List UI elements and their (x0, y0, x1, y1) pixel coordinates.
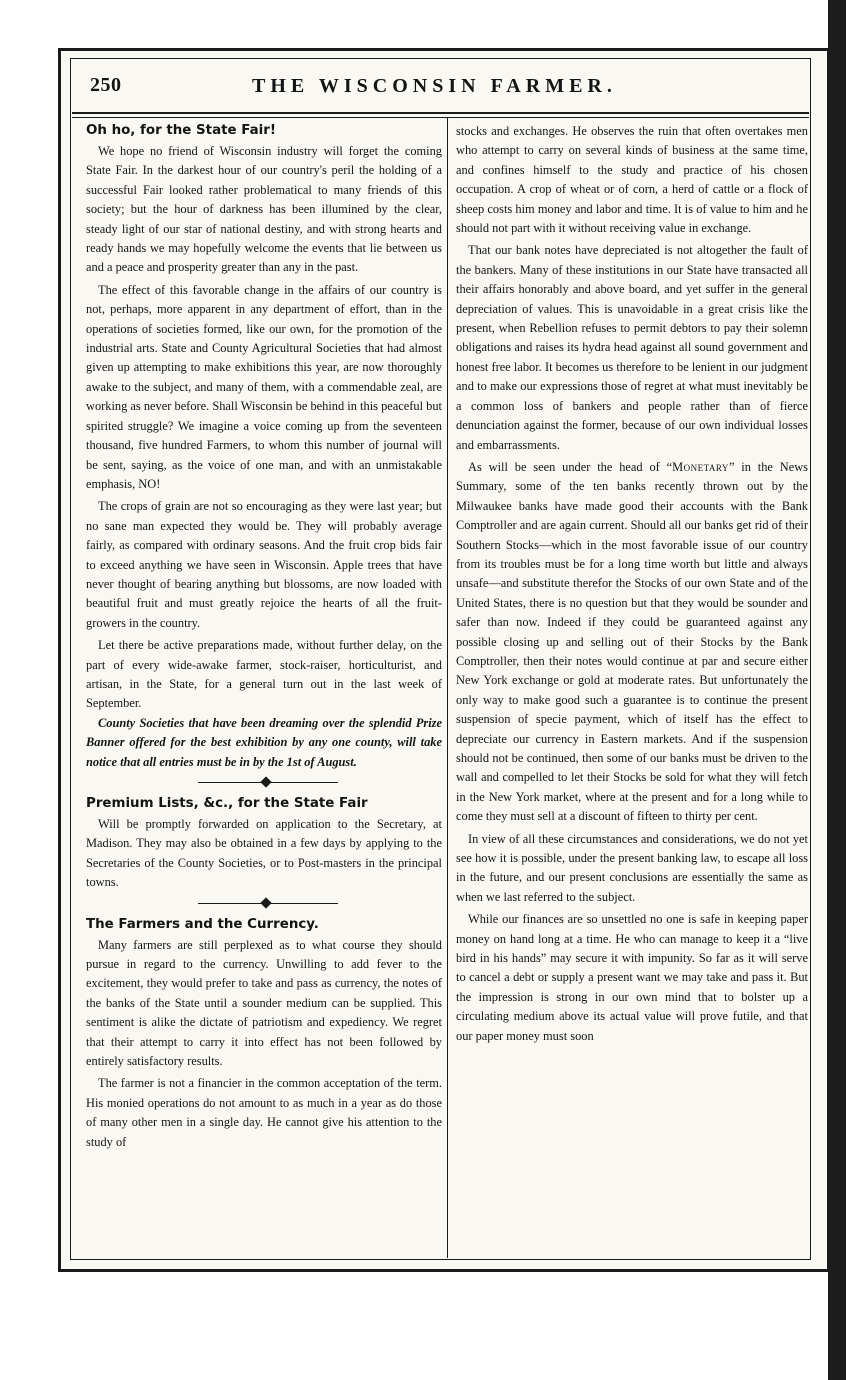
paragraph: Let there be active preparations made, without further delay, on the part of every wide-awake farmer, stock-raiser, horticulturist, and artisan, in the State, for a general turn out in the last week of September. (86, 638, 442, 711)
paragraph: We hope no friend of Wisconsin industry will forget the coming State Fair. In the darkest hour of our country's peril the holding of a successful Fair looked rather problematical to many friends of this society; but the hour of darkness has been illumined by the clear, steady light of our star of national destiny, and with strong hearts and ready hands we may hopefully welcome the events that lie between us and a peace and prosperity greater than any in the past. (86, 144, 442, 275)
page-number: 250 (90, 74, 122, 96)
paragraph: The crops of grain are not so encouraging as they were last year; but no sane man expected they would be. They will probably average fairly, as compared with ordinary seasons. And the fruit crop bids fair to exceed anything we have seen in Wisconsin. Apple trees that have never thought of bearing anything but blossoms, are now loaded with beautiful fruit and must greatly rejoice the hearts of all the fruit-growers in the country. (86, 499, 442, 630)
monetary-text-before: As will be seen under the head of “ (468, 459, 673, 474)
article-title-farmers-currency: The Farmers and the Currency. (86, 916, 319, 932)
paragraph: Many farmers are still perplexed as to what course they should pursue in regard to the currency. Unwilling to add fever to the excitement, they would prefer to take and pass as currency, the notes of the banks of the State until a sounder medium can be supplied. This sentiment is alike the dictate of patriotism and expediency. We regret that their attempt to carry it into effect has not been followed by entirely satisfactory results. (86, 937, 442, 1069)
monetary-text-after: ” in the News Summary, some of the ten banks recently thrown out by the Milwaukee banks have made good their accounts with the Bank Comptroller and are again current. Should all our banks get rid of their Southern Stocks—which in the most favorable issue of our country from its troubles must be for a long time worth but little and always unsafe—and substitute therefor the Stocks of our own State and of the United States, there is no question but that they would be sounder and safer than now. Indeed if they could be guaranteed against any possible closing up and selling out of their Stocks by the Bank Comptroller, then their notes would continue at par and secure either New York exchange or gold at moderate rates. But unfortunately the only way to make good such a guarantee is to continue the present suspension of specie payment, which of itself has the effect to depreciate our currency in Eastern markets. And if the suspension should not be continued, then some of our banks must be driven to the wall and compelled to let their Stocks be sold for what they will fetch in the New York market, where at the present and for a long while to come they must sell at a discount of fifteen to thirty per cent. (456, 459, 808, 824)
right-column (456, 122, 808, 1046)
binding-shadow (828, 0, 846, 1380)
paragraph: The farmer is not a financier in the common acceptation of the term. His monied operations do not amount to as much in a year as do those of many other men in a single day. He cannot give his attention to the study of (86, 1076, 442, 1149)
paragraph: Will be promptly forwarded on application to the Secretary, at Madison. They may also be obtained in a few days by applying to the Secretaries of the County Societies, or to Post-masters in the principal towns. (86, 817, 442, 890)
column-divider (447, 118, 448, 1258)
continued-paragraph: stocks and exchanges. He observes the ruin that often overtakes men who attempt to carry on several kinds of business at the same time, and confines himself to the study and practice of his chosen occupation. A crop of wheat or of corn, a herd of cattle or a flock of sheep costs him money and labor and time. It is of value to him and he should not part with it without receiving value in exchange. (456, 124, 808, 236)
header-rule-thin (72, 117, 809, 118)
paragraph: While our finances are so unsettled no one is safe in keeping paper money on hand long at a time. He who can manage to keep it a “live bird in his hands” may secure it with impunity. So far as it will serve to cancel a debt or supply a present want we may take and pass it. But the impression is strong in our own mind that to bolster up a circulating medium above its actual value will prove futile, and that our paper money must soon (456, 912, 808, 1043)
left-column (86, 122, 442, 1152)
paragraph: The effect of this favorable change in the affairs of our country is not, perhaps, more apparent in any department of effort, than in the operations of societies formed, like our own, for the promotion of the industrial arts. State and County Agricultural Societies that had almost given up attempting to make exhibitions this year, are now thoroughly awake to the subject, and many of them, with a commendable zeal, are working as never before. Shall Wisconsin be behind in this peaceful but spirited struggle? We imagine a voice coming up from the seventeen thousand, five hundred Farmers, to whom this number of journal will be sent, saying, as the voice of one man, and with an unmistakable emphasis, NO! (86, 282, 442, 491)
paragraph: That our bank notes have depreciated is not altogether the fault of the bankers. Many of these institutions in our State have transacted all their affairs honorably and above board, and yet suffer in the general depreciation of values. This is unavoidable in a great crisis like the present, when Rebellion refuses to permit debtors to pay their solemn obligations and raises its hydra head against all sound government and honest free labor. It becomes us therefore to be lenient in our judgment and to make our expressions those of regret at what must inevitably be a common loss of bankers and people rather than of fierce denunciation against the former, because of our own individual losses and embarrassments. (456, 243, 808, 452)
masthead (72, 62, 809, 114)
journal-title: THE WISCONSIN FARMER. (252, 75, 617, 97)
diamond-ornament-icon (260, 776, 271, 787)
prize-banner-notice: County Societies that have been dreaming over the splendid Prize Banner offered for the best exhibition by any one county, will take notice that all entries must be in by the 1st of August. (86, 715, 442, 769)
section-separator (86, 898, 442, 910)
monetary-heading-ref: Monetary (672, 459, 729, 474)
article-title-premium-lists: Premium Lists, &c., for the State Fair (86, 796, 368, 811)
monetary-paragraph (456, 458, 808, 827)
paragraph: In view of all these circumstances and considerations, we do not yet see how it is possible, under the present banking law, to escape all loss in the future, and our present conclusions are essentially the same as when we last referred to the subject. (456, 831, 808, 904)
header-rule (72, 112, 809, 114)
article-title-state-fair: Oh ho, for the State Fair! (86, 123, 276, 138)
diamond-ornament-icon (260, 897, 271, 908)
section-separator (86, 777, 442, 789)
